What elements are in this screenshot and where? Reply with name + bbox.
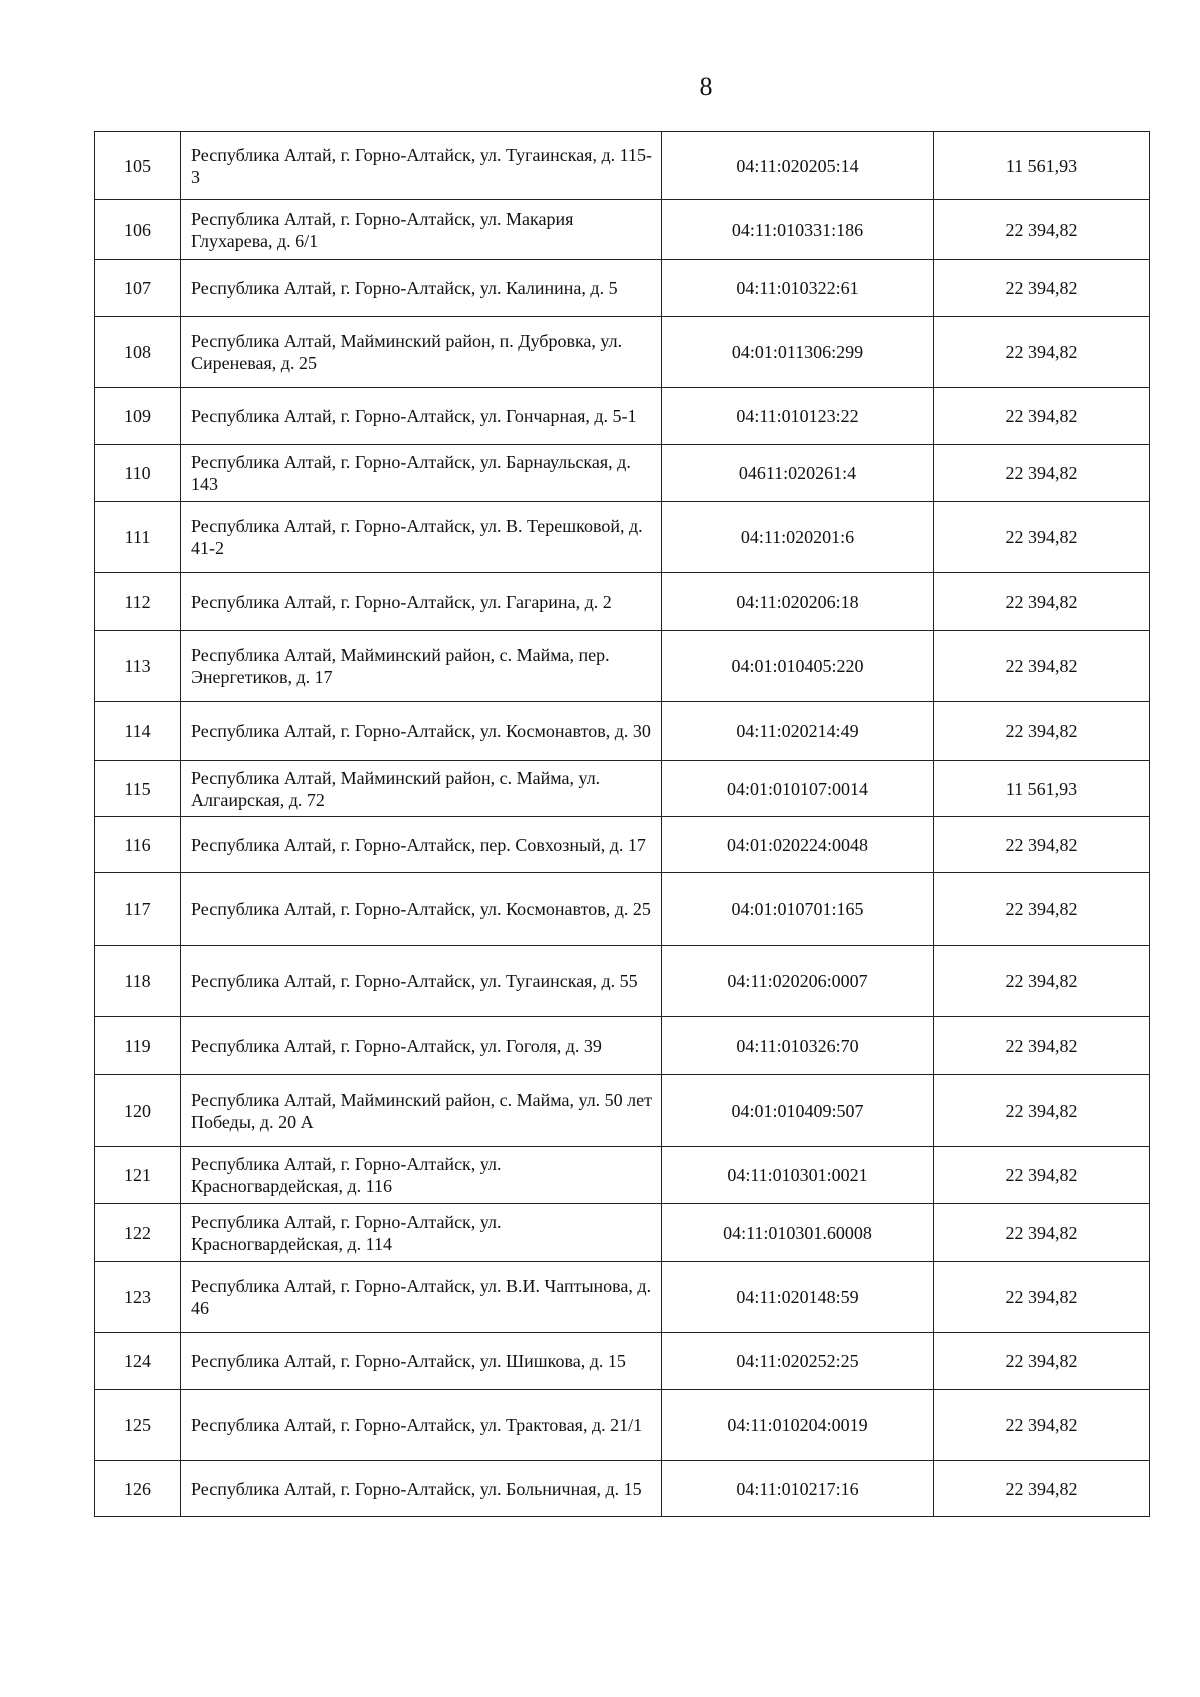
row-address: Республика Алтай, г. Горно-Алтайск, ул. В. Терешковой, д. 41-2 (181, 502, 662, 573)
row-address: Республика Алтай, г. Горно-Алтайск, ул. Макария Глухарева, д. 6/1 (181, 200, 662, 260)
table-row (95, 200, 1150, 260)
table-row (95, 388, 1150, 445)
row-amount: 22 394,82 (934, 702, 1150, 761)
row-number: 119 (95, 1017, 181, 1075)
row-number: 122 (95, 1204, 181, 1262)
row-number: 109 (95, 388, 181, 445)
row-amount: 22 394,82 (934, 388, 1150, 445)
table-row (95, 1461, 1150, 1517)
row-address: Республика Алтай, г. Горно-Алтайск, ул. Красногвардейская, д. 116 (181, 1147, 662, 1204)
row-cadastral-number: 04:11:010322:61 (662, 260, 934, 317)
table-row (95, 1262, 1150, 1333)
row-number: 115 (95, 761, 181, 817)
row-cadastral-number: 04:11:020206:0007 (662, 946, 934, 1017)
row-cadastral-number: 04:11:010204:0019 (662, 1390, 934, 1461)
row-cadastral-number: 04:11:020206:18 (662, 573, 934, 631)
row-amount: 22 394,82 (934, 1390, 1150, 1461)
table-row (95, 702, 1150, 761)
row-address: Республика Алтай, г. Горно-Алтайск, ул. Космонавтов, д. 25 (181, 873, 662, 946)
row-number: 123 (95, 1262, 181, 1333)
row-cadastral-number: 04:11:010301:0021 (662, 1147, 934, 1204)
row-number: 114 (95, 702, 181, 761)
row-cadastral-number: 04:11:010123:22 (662, 388, 934, 445)
row-address: Республика Алтай, Майминский район, п. Дубровка, ул. Сиреневая, д. 25 (181, 317, 662, 388)
row-address: Республика Алтай, г. Горно-Алтайск, ул. Красногвардейская, д. 114 (181, 1204, 662, 1262)
row-amount: 22 394,82 (934, 317, 1150, 388)
row-amount: 22 394,82 (934, 1461, 1150, 1517)
row-amount: 22 394,82 (934, 1204, 1150, 1262)
row-address: Республика Алтай, г. Горно-Алтайск, пер. Совхозный, д. 17 (181, 817, 662, 873)
row-amount: 22 394,82 (934, 1017, 1150, 1075)
row-cadastral-number: 04:01:020224:0048 (662, 817, 934, 873)
row-cadastral-number: 04:11:020201:6 (662, 502, 934, 573)
row-number: 124 (95, 1333, 181, 1390)
row-amount: 22 394,82 (934, 1333, 1150, 1390)
row-number: 111 (95, 502, 181, 573)
table-row (95, 445, 1150, 502)
row-address: Республика Алтай, г. Горно-Алтайск, ул. Шишкова, д. 15 (181, 1333, 662, 1390)
table-row (95, 1390, 1150, 1461)
row-amount: 22 394,82 (934, 946, 1150, 1017)
row-amount: 22 394,82 (934, 1075, 1150, 1147)
page-number: 8 (699, 72, 713, 101)
row-number: 125 (95, 1390, 181, 1461)
row-address: Республика Алтай, Майминский район, с. Майма, ул. Алгаирская, д. 72 (181, 761, 662, 817)
row-amount: 22 394,82 (934, 445, 1150, 502)
row-number: 106 (95, 200, 181, 260)
row-amount: 22 394,82 (934, 873, 1150, 946)
row-cadastral-number: 04:01:011306:299 (662, 317, 934, 388)
row-cadastral-number: 04:01:010405:220 (662, 631, 934, 702)
row-address: Республика Алтай, г. Горно-Алтайск, ул. Гончарная, д. 5-1 (181, 388, 662, 445)
row-amount: 11 561,93 (934, 132, 1150, 200)
property-table (94, 131, 1150, 1517)
table-row (95, 317, 1150, 388)
row-cadastral-number: 04:11:020252:25 (662, 1333, 934, 1390)
row-number: 105 (95, 132, 181, 200)
row-address: Республика Алтай, г. Горно-Алтайск, ул. Тугаинская, д. 55 (181, 946, 662, 1017)
table-row (95, 1204, 1150, 1262)
row-address: Республика Алтай, г. Горно-Алтайск, ул. Барнаульская, д. 143 (181, 445, 662, 502)
row-number: 110 (95, 445, 181, 502)
row-cadastral-number: 04:11:020214:49 (662, 702, 934, 761)
property-table-body (95, 132, 1150, 1517)
row-amount: 22 394,82 (934, 817, 1150, 873)
row-number: 126 (95, 1461, 181, 1517)
row-amount: 22 394,82 (934, 502, 1150, 573)
row-number: 107 (95, 260, 181, 317)
row-address: Республика Алтай, г. Горно-Алтайск, ул. Гагарина, д. 2 (181, 573, 662, 631)
table-row (95, 573, 1150, 631)
table-row (95, 817, 1150, 873)
row-number: 118 (95, 946, 181, 1017)
table-row (95, 1075, 1150, 1147)
row-cadastral-number: 04:01:010409:507 (662, 1075, 934, 1147)
row-address: Республика Алтай, г. Горно-Алтайск, ул. В.И. Чаптынова, д. 46 (181, 1262, 662, 1333)
row-amount: 22 394,82 (934, 1147, 1150, 1204)
row-cadastral-number: 04611:020261:4 (662, 445, 934, 502)
row-address: Республика Алтай, Майминский район, с. Майма, ул. 50 лет Победы, д. 20 А (181, 1075, 662, 1147)
row-amount: 22 394,82 (934, 1262, 1150, 1333)
table-row (95, 946, 1150, 1017)
table-row (95, 502, 1150, 573)
table-row (95, 260, 1150, 317)
table-row (95, 132, 1150, 200)
table-row (95, 761, 1150, 817)
row-number: 108 (95, 317, 181, 388)
row-amount: 22 394,82 (934, 200, 1150, 260)
row-number: 117 (95, 873, 181, 946)
row-cadastral-number: 04:11:020148:59 (662, 1262, 934, 1333)
row-cadastral-number: 04:11:020205:14 (662, 132, 934, 200)
row-number: 112 (95, 573, 181, 631)
row-address: Республика Алтай, г. Горно-Алтайск, ул. Больничная, д. 15 (181, 1461, 662, 1517)
row-address: Республика Алтай, г. Горно-Алтайск, ул. Калинина, д. 5 (181, 260, 662, 317)
row-cadastral-number: 04:11:010331:186 (662, 200, 934, 260)
row-number: 116 (95, 817, 181, 873)
row-address: Республика Алтай, г. Горно-Алтайск, ул. Тугаинская, д. 115-3 (181, 132, 662, 200)
row-cadastral-number: 04:11:010326:70 (662, 1017, 934, 1075)
row-address: Республика Алтай, Майминский район, с. Майма, пер. Энергетиков, д. 17 (181, 631, 662, 702)
row-address: Республика Алтай, г. Горно-Алтайск, ул. Космонавтов, д. 30 (181, 702, 662, 761)
row-cadastral-number: 04:11:010217:16 (662, 1461, 934, 1517)
table-row (95, 631, 1150, 702)
row-cadastral-number: 04:01:010701:165 (662, 873, 934, 946)
table-row (95, 1333, 1150, 1390)
row-amount: 22 394,82 (934, 631, 1150, 702)
row-cadastral-number: 04:01:010107:0014 (662, 761, 934, 817)
row-address: Республика Алтай, г. Горно-Алтайск, ул. Трактовая, д. 21/1 (181, 1390, 662, 1461)
row-address: Республика Алтай, г. Горно-Алтайск, ул. Гоголя, д. 39 (181, 1017, 662, 1075)
row-number: 121 (95, 1147, 181, 1204)
table-row (95, 1017, 1150, 1075)
row-cadastral-number: 04:11:010301.60008 (662, 1204, 934, 1262)
table-row (95, 873, 1150, 946)
row-amount: 22 394,82 (934, 573, 1150, 631)
row-number: 113 (95, 631, 181, 702)
row-number: 120 (95, 1075, 181, 1147)
table-row (95, 1147, 1150, 1204)
row-amount: 11 561,93 (934, 761, 1150, 817)
row-amount: 22 394,82 (934, 260, 1150, 317)
